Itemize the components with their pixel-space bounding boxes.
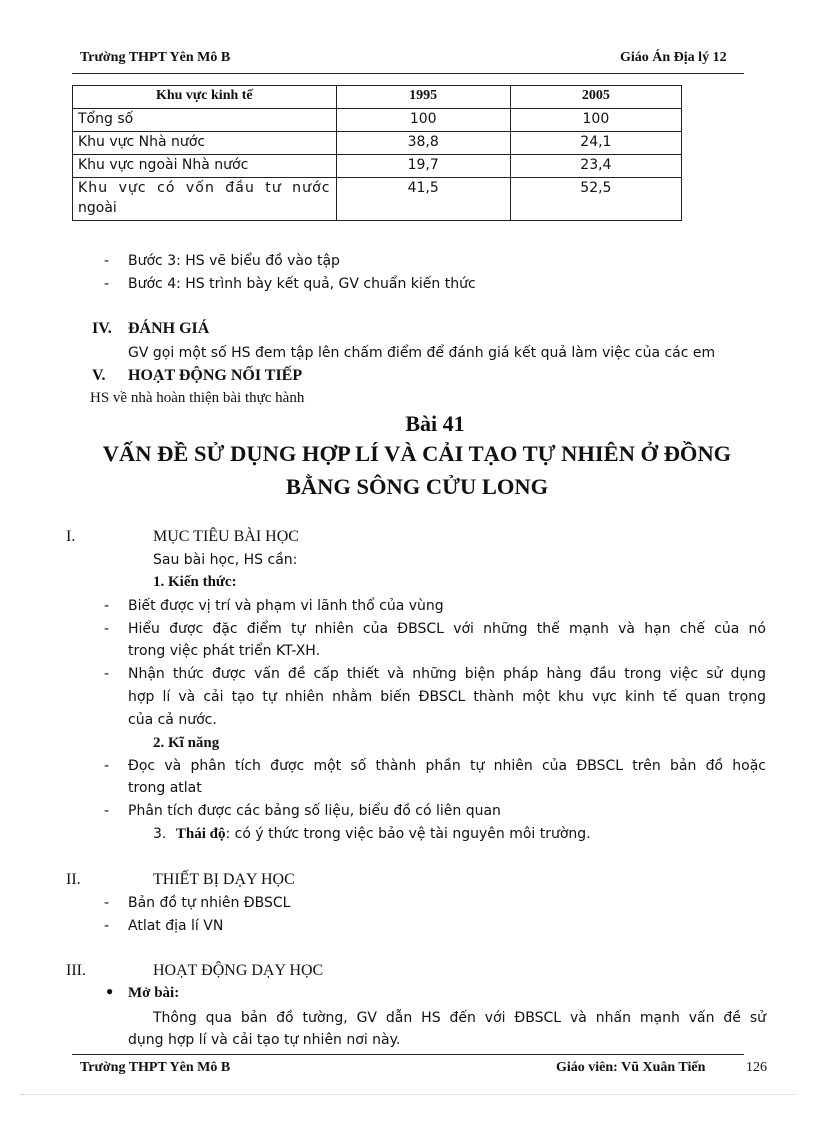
header-school: Trường THPT Yên Mô B [80, 50, 231, 65]
table-cell [73, 178, 337, 221]
skill-item-2: Phân tích được các bảng số liệu, biểu đồ có liên quan [128, 803, 501, 819]
lesson-title-line2: BẰNG SÔNG CỬU LONG [285, 474, 549, 499]
equipment-item: Atlat địa lí VN [128, 918, 224, 934]
dash-marker: - [104, 621, 110, 637]
bullet-icon: ● [106, 984, 114, 998]
knowledge-item-1: Biết được vị trí và phạm vi lãnh thổ của vùng [128, 598, 444, 614]
table-cell: Khu vực Nhà nước [73, 132, 337, 155]
table-cell: 19,7 [336, 155, 510, 178]
table-cell: 24,1 [510, 132, 681, 155]
opening-text-line1: Thông qua bản đồ tường, GV dẫn HS đến với ĐBSCL và nhấn mạnh vấn đề sử [153, 1010, 766, 1026]
section-5-title: HOẠT ĐỘNG NỐI TIẾP [128, 367, 303, 384]
footer-school: Trường THPT Yên Mô B [80, 1060, 231, 1075]
knowledge-item-3-line2: hợp lí và cải tạo tự nhiên nhằm biến ĐBSCL thành một khu vực kinh tế quan trọng [128, 689, 766, 705]
attitude-label: Thái độ [175, 826, 226, 842]
opening-label: Mở bài: [128, 985, 180, 1001]
table-row [73, 109, 682, 132]
part-2-number: II. [66, 871, 81, 888]
knowledge-item-3-line1: Nhận thức được vấn đề cấp thiết và những biện pháp hàng đầu trong việc sử dụng [128, 666, 766, 682]
table-cell: 41,5 [336, 178, 510, 221]
table-header-row [73, 86, 682, 109]
step-3: Bước 3: HS vẽ biểu đồ vào tập [128, 253, 340, 269]
dash-marker: - [104, 276, 110, 292]
table-header-2005: 2005 [510, 86, 681, 109]
table-cell: 52,5 [510, 178, 681, 221]
table-header-1995: 1995 [336, 86, 510, 109]
dash-marker: - [104, 803, 110, 819]
subsection-knowledge: 1. Kiến thức: [153, 574, 237, 590]
table-cell-line: Khu vực có vốn đầu tư nước [78, 180, 331, 196]
table-cell: 23,4 [510, 155, 681, 178]
skill-item-1-line2: trong atlat [128, 780, 202, 796]
table-cell: 100 [336, 109, 510, 132]
knowledge-item-2-line2: trong việc phát triển KT-XH. [128, 643, 321, 659]
table-cell: 38,8 [336, 132, 510, 155]
page-bottom-dotted-rule [20, 1094, 796, 1095]
table-cell-line: ngoài [78, 200, 117, 216]
table-cell: 100 [510, 109, 681, 132]
attitude-number: 3. [153, 826, 167, 842]
knowledge-item-2-line1: Hiểu được đặc điểm tự nhiên của ĐBSCL với những thế mạnh và hạn chế của nó [128, 621, 766, 637]
part-1-intro: Sau bài học, HS cần: [153, 552, 298, 568]
step-4: Bước 4: HS trình bày kết quả, GV chuẩn kiến thức [128, 276, 476, 292]
part-2-title: THIẾT BỊ DẠY HỌC [153, 871, 295, 888]
table-header-sector: Khu vực kinh tế [73, 86, 337, 109]
header-rule [72, 73, 744, 74]
section-4-title: ĐÁNH GIÁ [128, 320, 210, 337]
economic-sector-table [72, 85, 682, 221]
part-1-number: I. [66, 528, 76, 545]
equipment-item: Bản đồ tự nhiên ĐBSCL [128, 895, 291, 911]
table-row [73, 132, 682, 155]
page-number: 126 [746, 1060, 767, 1075]
part-1-title: MỤC TIÊU BÀI HỌC [153, 528, 299, 545]
table-row [73, 178, 682, 221]
dash-marker: - [104, 758, 110, 774]
table-row [73, 155, 682, 178]
table-cell: Khu vực ngoài Nhà nước [73, 155, 337, 178]
dash-marker: - [104, 666, 110, 682]
section-5-number: V. [92, 367, 106, 384]
opening-text-line2: dụng hợp lí và cải tạo tự nhiên nơi này. [128, 1032, 401, 1048]
section-4-number: IV. [92, 320, 112, 337]
lesson-title-line1: VẤN ĐỀ SỬ DỤNG HỢP LÍ VÀ CẢI TẠO TỰ NHIÊN Ở ĐỒNG [102, 441, 732, 466]
skill-item-1-line1: Đọc và phân tích được một số thành phần tự nhiên của ĐBSCL trên bản đồ hoặc [128, 758, 766, 774]
footer-rule [72, 1054, 744, 1055]
subsection-skills: 2. Kĩ năng [153, 735, 220, 751]
section-5-text: HS về nhà hoàn thiện bài thực hành [90, 390, 305, 406]
dash-marker: - [104, 598, 110, 614]
attitude-text: : có ý thức trong việc bảo vệ tài nguyên môi trường. [225, 826, 591, 842]
table-cell: Tổng số [73, 109, 337, 132]
subsection-attitude [153, 826, 591, 843]
knowledge-item-3-line3: của cả nước. [128, 712, 217, 728]
footer-teacher: Giáo viên: Vũ Xuân Tiến [556, 1060, 706, 1075]
dash-marker: - [104, 918, 110, 934]
dash-marker: - [104, 895, 110, 911]
part-3-number: III. [66, 962, 86, 979]
section-4-text: GV gọi một số HS đem tập lên chấm điểm để đánh giá kết quả làm việc của các em [128, 345, 716, 361]
header-subject: Giáo Án Địa lý 12 [620, 50, 727, 65]
lesson-number: Bài 41 [405, 411, 465, 436]
dash-marker: - [104, 253, 110, 269]
part-3-title: HOẠT ĐỘNG DẠY HỌC [153, 962, 324, 979]
